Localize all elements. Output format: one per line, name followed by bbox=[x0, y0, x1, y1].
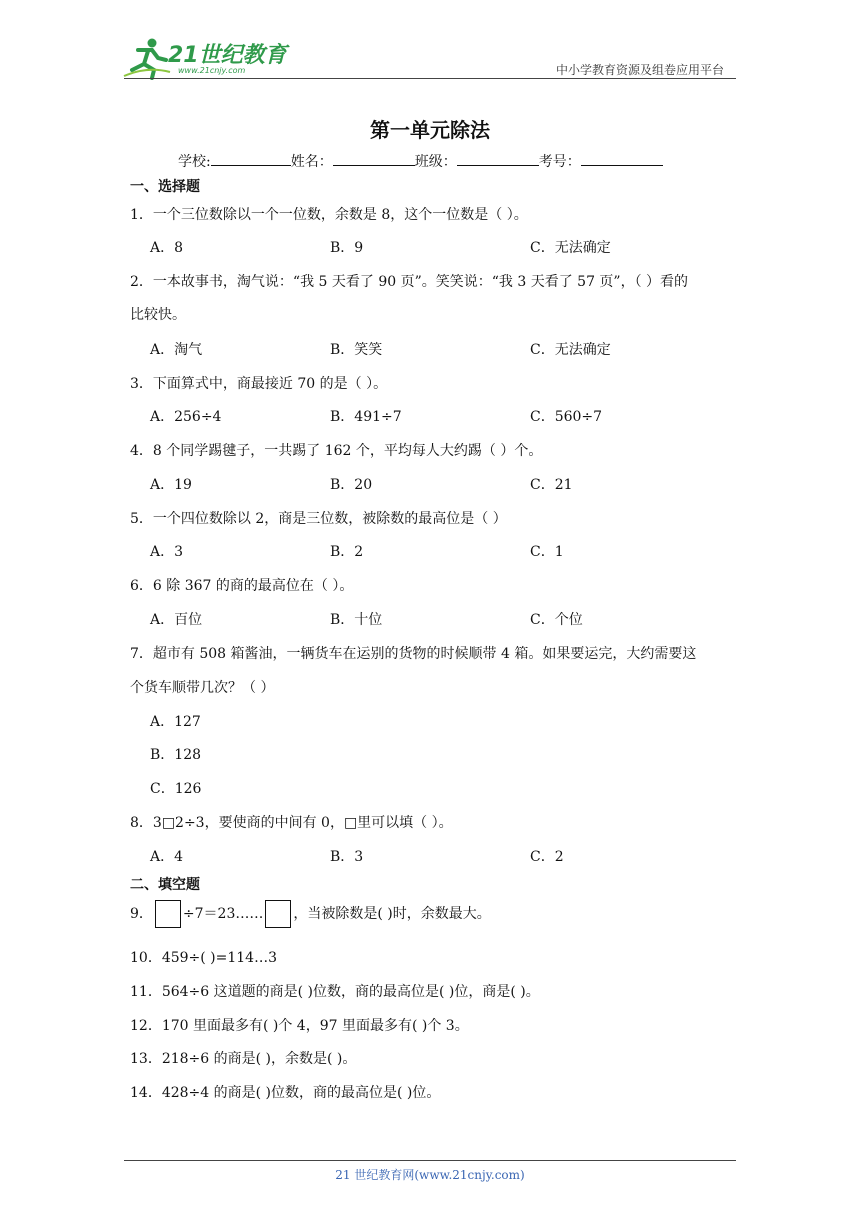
q4-option-c[interactable]: C．21 bbox=[530, 477, 573, 493]
q8-option-a[interactable]: A．4 bbox=[150, 849, 184, 865]
q9-suffix: ，当被除数是( )时，余数最大。 bbox=[293, 906, 491, 922]
section-choice-heading: 一、选择题 bbox=[130, 179, 200, 195]
q8-option-c[interactable]: C．2 bbox=[530, 849, 564, 865]
question-4: 4．8 个同学踢毽子，一共踢了 162 个，平均每人大约踢（ ）个。 bbox=[130, 443, 543, 459]
question-5: 5．一个四位数除以 2，商是三位数，被除数的最高位是（ ） bbox=[130, 511, 507, 527]
question-7-line-1: 7．超市有 508 箱酱油，一辆货车在运别的货物的时候顺带 4 箱。如果要运完，大约需要这 bbox=[130, 646, 697, 662]
exam-no-blank[interactable] bbox=[581, 151, 663, 166]
school-label: 学校: bbox=[178, 154, 211, 170]
q1-option-a[interactable]: A．8 bbox=[150, 240, 184, 256]
q7-option-c[interactable]: C．126 bbox=[150, 781, 202, 797]
question-6: 6．6 除 367 的商的最高位在（ ）。 bbox=[130, 578, 354, 594]
q2-option-c[interactable]: C．无法确定 bbox=[530, 342, 611, 358]
page-title: 第一单元除法 bbox=[370, 118, 490, 142]
logo-url: www.21cnjy.com bbox=[178, 66, 246, 75]
school-blank[interactable] bbox=[211, 151, 291, 166]
q5-option-c[interactable]: C．1 bbox=[530, 544, 564, 560]
q9-prefix: 9． bbox=[130, 906, 153, 922]
question-7-line-2: 个货车顺带几次？（ ） bbox=[130, 680, 275, 696]
q5-option-b[interactable]: B．2 bbox=[330, 544, 364, 560]
question-12: 12．170 里面最多有( )个 4，97 里面最多有( )个 3。 bbox=[130, 1018, 469, 1034]
logo-text: 21世纪教育 bbox=[168, 43, 287, 68]
question-8: 8．3□2÷3，要使商的中间有 0，□里可以填（ ）。 bbox=[130, 815, 453, 831]
runner-icon bbox=[122, 36, 172, 80]
question-13: 13．218÷6 的商是( )，余数是( )。 bbox=[130, 1051, 357, 1067]
class-blank[interactable] bbox=[457, 151, 539, 166]
class-label: 班级： bbox=[414, 154, 457, 170]
section-fill-heading: 二、填空题 bbox=[130, 877, 200, 893]
q4-option-b[interactable]: B．20 bbox=[330, 477, 373, 493]
q6-option-c[interactable]: C．个位 bbox=[530, 612, 583, 628]
q6-option-a[interactable]: A．百位 bbox=[150, 612, 203, 628]
q4-option-a[interactable]: A．19 bbox=[150, 477, 192, 493]
q2-option-b[interactable]: B．笑笑 bbox=[330, 342, 383, 358]
q3-option-a[interactable]: A．256÷4 bbox=[150, 409, 222, 425]
site-logo[interactable] bbox=[122, 36, 292, 80]
name-label: 姓名： bbox=[290, 154, 333, 170]
name-blank[interactable] bbox=[333, 151, 415, 166]
platform-name: 中小学教育资源及组卷应用平台 bbox=[555, 63, 724, 77]
q3-option-c[interactable]: C．560÷7 bbox=[530, 409, 603, 425]
q1-option-c[interactable]: C．无法确定 bbox=[530, 240, 611, 256]
student-info-row bbox=[178, 151, 663, 171]
question-10: 10．459÷( )=114…3 bbox=[130, 950, 277, 966]
question-3: 3．下面算式中，商最接近 70 的是（ ）。 bbox=[130, 376, 388, 392]
q8-option-b[interactable]: B．3 bbox=[330, 849, 364, 865]
header-divider bbox=[124, 78, 736, 79]
question-2-line-1: 2．一本故事书，淘气说：“我 5 天看了 90 页”。笑笑说：“我 3 天看了 57 页”，（ ）看的 bbox=[130, 274, 689, 290]
q6-option-b[interactable]: B．十位 bbox=[330, 612, 383, 628]
q9-dividend-box[interactable] bbox=[155, 900, 181, 928]
question-2-line-2: 比较快。 bbox=[130, 307, 186, 323]
q2-option-a[interactable]: A．淘气 bbox=[150, 342, 203, 358]
q7-option-b[interactable]: B．128 bbox=[150, 747, 202, 763]
q5-option-a[interactable]: A．3 bbox=[150, 544, 184, 560]
question-14: 14．428÷4 的商是( )位数，商的最高位是( )位。 bbox=[130, 1085, 441, 1101]
q1-option-b[interactable]: B．9 bbox=[330, 240, 364, 256]
q3-option-b[interactable]: B．491÷7 bbox=[330, 409, 402, 425]
question-11: 11．564÷6 这道题的商是( )位数，商的最高位是( )位，商是( )。 bbox=[130, 984, 540, 1000]
q7-option-a[interactable]: A．127 bbox=[150, 714, 201, 730]
exam-no-label: 考号： bbox=[538, 154, 581, 170]
footer-divider bbox=[124, 1160, 736, 1161]
footer-link[interactable]: 21 世纪教育网(www.21cnjy.com) bbox=[335, 1168, 525, 1182]
q9-middle: ÷7＝23…… bbox=[182, 906, 264, 922]
q9-remainder-box[interactable] bbox=[265, 900, 291, 928]
question-1: 1．一个三位数除以一个一位数，余数是 8，这个一位数是（ ）。 bbox=[130, 207, 528, 223]
question-9 bbox=[130, 900, 491, 928]
